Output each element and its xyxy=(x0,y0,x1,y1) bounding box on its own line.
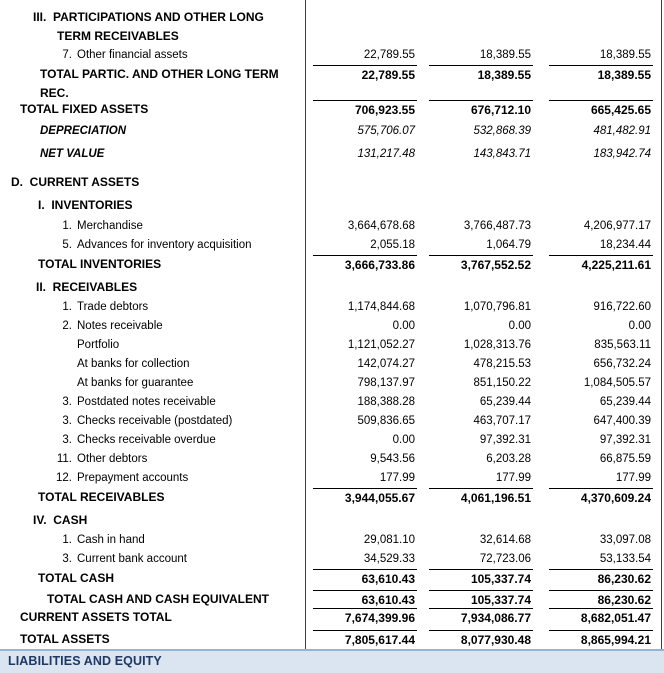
value-cell-period-2: 6,203.28 xyxy=(486,453,531,465)
value-cell-period-3: 86,230.62 xyxy=(549,590,653,609)
value-cell-period-3: 916,722.60 xyxy=(593,301,651,313)
liabilities-and-equity-title: LIABILITIES AND EQUITY xyxy=(8,654,162,668)
value-cell-period-1: 706,923.55 xyxy=(313,100,417,119)
value-cell-period-2: 177.99 xyxy=(495,472,531,484)
row-total-partic-and-other-long-term xyxy=(0,65,664,84)
row-label: TERM RECEIVABLES xyxy=(57,29,179,43)
row-prepayment-accounts xyxy=(0,469,664,488)
value-cell-period-1: 22,789.55 xyxy=(313,65,417,84)
value-cell-period-2: 72,723.06 xyxy=(479,553,531,565)
row-label: TOTAL INVENTORIES xyxy=(38,257,162,271)
value-cell-period-2: 463,707.17 xyxy=(473,415,531,427)
item-label-cell xyxy=(0,393,305,412)
value-cell-period-3: 18,389.55 xyxy=(599,49,651,61)
value-cell-period-1: 1,121,052.27 xyxy=(347,339,415,351)
value-cell-period-1: 2,055.18 xyxy=(370,239,415,251)
item-label-cell xyxy=(0,355,305,374)
value-cell-period-1: 0.00 xyxy=(392,434,415,446)
value-cell-period-3: 86,230.62 xyxy=(549,569,653,588)
value-cell-period-1: 3,664,678.68 xyxy=(347,220,415,232)
item-number: 1. xyxy=(62,220,72,232)
item-label: Cash in hand xyxy=(77,534,145,546)
row-label: II. RECEIVABLES xyxy=(36,280,138,294)
row-net-value xyxy=(0,145,664,164)
value-cell-period-3: 8,682,051.47 xyxy=(549,608,653,627)
value-cell-period-1: 177.99 xyxy=(379,472,415,484)
value-cell-period-1: 798,137.97 xyxy=(357,377,415,389)
item-label-cell xyxy=(0,531,305,550)
value-cell-period-2: 1,070,796.81 xyxy=(463,301,531,313)
item-number: 3. xyxy=(62,553,72,565)
value-cell-period-3: 66,875.59 xyxy=(599,453,651,465)
value-cell-period-3: 4,370,609.24 xyxy=(549,488,653,507)
value-cell-period-1: 29,081.10 xyxy=(363,534,415,546)
row-current-assets-total xyxy=(0,608,664,627)
row-iv-cash xyxy=(0,511,664,530)
item-label: Other financial assets xyxy=(77,49,188,61)
item-label-cell xyxy=(0,336,305,355)
row-merchandise xyxy=(0,217,664,236)
row-postdated-notes-receivable xyxy=(0,393,664,412)
value-cell-period-3: 53,133.54 xyxy=(599,553,651,565)
item-label: Notes receivable xyxy=(77,320,163,332)
item-label: Postdated notes receivable xyxy=(77,396,216,408)
row-trade-debtors xyxy=(0,298,664,317)
item-label: Checks receivable overdue xyxy=(77,434,216,446)
row-cash-in-hand xyxy=(0,531,664,550)
value-cell-period-3: 665,425.65 xyxy=(549,100,653,119)
row-depreciation xyxy=(0,122,664,141)
row-label: TOTAL ASSETS xyxy=(20,632,110,646)
item-label-cell xyxy=(0,236,305,255)
value-cell-period-2: 8,077,930.48 xyxy=(429,630,533,649)
value-cell-period-3: 647,400.39 xyxy=(593,415,651,427)
item-label-cell xyxy=(0,46,305,65)
value-cell-period-3: 656,732.24 xyxy=(593,358,651,370)
value-cell-period-3: 183,942.74 xyxy=(593,148,651,160)
row-i-inventories xyxy=(0,196,664,215)
item-number: 11. xyxy=(56,453,72,465)
item-label-cell xyxy=(0,374,305,393)
row-label: REC. xyxy=(40,86,69,100)
value-cell-period-2: 1,028,313.76 xyxy=(463,339,531,351)
item-label-cell xyxy=(0,450,305,469)
value-cell-period-1: 3,666,733.86 xyxy=(313,255,417,274)
item-label: Other debtors xyxy=(77,453,148,465)
value-cell-period-2: 143,843.71 xyxy=(473,148,531,160)
value-cell-period-2: 105,337.74 xyxy=(429,590,533,609)
value-cell-period-3: 18,234.44 xyxy=(599,239,651,251)
item-label-cell xyxy=(0,412,305,431)
row-checks-receivable-overdue xyxy=(0,431,664,450)
value-cell-period-1: 131,217.48 xyxy=(357,148,415,160)
item-label: Current bank account xyxy=(77,553,187,565)
row-advances-for-inventory-acquisition xyxy=(0,236,664,255)
value-cell-period-3: 177.99 xyxy=(615,472,651,484)
item-label: Merchandise xyxy=(77,220,143,232)
row-label: TOTAL PARTIC. AND OTHER LONG TERM xyxy=(40,67,279,81)
row-current-bank-account xyxy=(0,550,664,569)
value-cell-period-1: 0.00 xyxy=(392,320,415,332)
value-cell-period-2: 18,389.55 xyxy=(479,49,531,61)
item-label: At banks for collection xyxy=(77,358,190,370)
value-cell-period-1: 575,706.07 xyxy=(357,125,415,137)
value-cell-period-2: 32,614.68 xyxy=(479,534,531,546)
item-label: At banks for guarantee xyxy=(77,377,194,389)
value-cell-period-2: 3,767,552.52 xyxy=(429,255,533,274)
row-other-debtors xyxy=(0,450,664,469)
row-portfolio xyxy=(0,336,664,355)
row-label: IV. CASH xyxy=(33,513,88,527)
item-number: 1. xyxy=(62,534,72,546)
row-notes-receivable xyxy=(0,317,664,336)
item-label-cell xyxy=(0,217,305,236)
row-label: CURRENT ASSETS TOTAL xyxy=(20,610,172,624)
value-cell-period-3: 0.00 xyxy=(628,320,651,332)
item-number: 3. xyxy=(62,415,72,427)
row-at-banks-for-collection xyxy=(0,355,664,374)
row-label: DEPRECIATION xyxy=(40,125,127,137)
item-number: 7. xyxy=(62,49,72,61)
value-cell-period-1: 142,074.27 xyxy=(357,358,415,370)
value-cell-period-3: 4,225,211.61 xyxy=(549,255,653,274)
row-label: TOTAL RECEIVABLES xyxy=(38,490,165,504)
value-cell-period-2: 7,934,086.77 xyxy=(429,608,533,627)
item-label: Checks receivable (postdated) xyxy=(77,415,233,427)
item-number: 1. xyxy=(62,301,72,313)
value-cell-period-3: 18,389.55 xyxy=(549,65,653,84)
value-cell-period-2: 4,061,196.51 xyxy=(429,488,533,507)
value-cell-period-1: 7,674,399.96 xyxy=(313,608,417,627)
item-number: 5. xyxy=(62,239,72,251)
liabilities-and-equity-band xyxy=(0,649,664,673)
value-cell-period-3: 8,865,994.21 xyxy=(549,630,653,649)
value-cell-period-3: 481,482.91 xyxy=(593,125,651,137)
row-ii-receivables xyxy=(0,278,664,297)
value-cell-period-1: 9,543.56 xyxy=(370,453,415,465)
value-cell-period-1: 3,944,055.67 xyxy=(313,488,417,507)
item-number: 3. xyxy=(62,396,72,408)
value-cell-period-1: 34,529.33 xyxy=(363,553,415,565)
value-cell-period-3: 1,084,505.57 xyxy=(583,377,651,389)
value-cell-period-2: 97,392.31 xyxy=(479,434,531,446)
value-cell-period-1: 188,388.28 xyxy=(357,396,415,408)
value-cell-period-2: 18,389.55 xyxy=(429,65,533,84)
row-term-receivables xyxy=(0,27,664,46)
value-cell-period-2: 105,337.74 xyxy=(429,569,533,588)
value-cell-period-2: 478,215.53 xyxy=(473,358,531,370)
row-d-current-assets xyxy=(0,173,664,192)
row-total-inventories xyxy=(0,255,664,274)
value-cell-period-2: 65,239.44 xyxy=(479,396,531,408)
item-label-cell xyxy=(0,317,305,336)
row-label: NET VALUE xyxy=(40,148,105,160)
item-number: 3. xyxy=(62,434,72,446)
value-cell-period-2: 851,150.22 xyxy=(473,377,531,389)
value-cell-period-1: 509,836.65 xyxy=(357,415,415,427)
value-cell-period-1: 1,174,844.68 xyxy=(347,301,415,313)
value-cell-period-1: 22,789.55 xyxy=(363,49,415,61)
item-label-cell xyxy=(0,550,305,569)
value-cell-period-1: 7,805,617.44 xyxy=(313,630,417,649)
row-label: TOTAL CASH AND CASH EQUIVALENT xyxy=(47,592,270,606)
item-label: Portfolio xyxy=(77,339,120,351)
value-cell-period-3: 33,097.08 xyxy=(599,534,651,546)
item-label-cell xyxy=(0,298,305,317)
row-total-assets xyxy=(0,630,664,649)
item-number: 12. xyxy=(56,472,72,484)
row-label: I. INVENTORIES xyxy=(38,198,133,212)
row-checks-receivable-postdated xyxy=(0,412,664,431)
row-iii-participations-and-other-long xyxy=(0,8,664,27)
item-number: 2. xyxy=(62,320,72,332)
item-label: Advances for inventory acquisition xyxy=(77,239,252,251)
value-cell-period-3: 65,239.44 xyxy=(599,396,651,408)
value-cell-period-1: 63,610.43 xyxy=(313,590,417,609)
item-label: Prepayment accounts xyxy=(77,472,189,484)
row-total-cash xyxy=(0,569,664,588)
value-cell-period-2: 1,064.79 xyxy=(486,239,531,251)
statement-rows xyxy=(0,8,664,649)
row-label: TOTAL CASH xyxy=(38,571,115,585)
value-cell-period-1: 63,610.43 xyxy=(313,569,417,588)
value-cell-period-2: 676,712.10 xyxy=(429,100,533,119)
item-label: Trade debtors xyxy=(77,301,149,313)
row-label: D. CURRENT ASSETS xyxy=(11,175,140,189)
value-cell-period-3: 4,206,977.17 xyxy=(583,220,651,232)
value-cell-period-2: 532,868.39 xyxy=(473,125,531,137)
row-total-receivables xyxy=(0,488,664,507)
row-label: TOTAL FIXED ASSETS xyxy=(20,102,149,116)
item-label-cell xyxy=(0,431,305,450)
item-label-cell xyxy=(0,469,305,488)
value-cell-period-2: 0.00 xyxy=(508,320,531,332)
row-total-fixed-assets xyxy=(0,100,664,119)
row-label: III. PARTICIPATIONS AND OTHER LONG xyxy=(33,10,264,24)
value-cell-period-3: 835,563.11 xyxy=(594,339,651,351)
row-total-cash-and-cash-equivalent xyxy=(0,590,664,609)
value-cell-period-2: 3,766,487.73 xyxy=(463,220,531,232)
row-at-banks-for-guarantee xyxy=(0,374,664,393)
value-cell-period-3: 97,392.31 xyxy=(599,434,651,446)
row-other-financial-assets xyxy=(0,46,664,65)
